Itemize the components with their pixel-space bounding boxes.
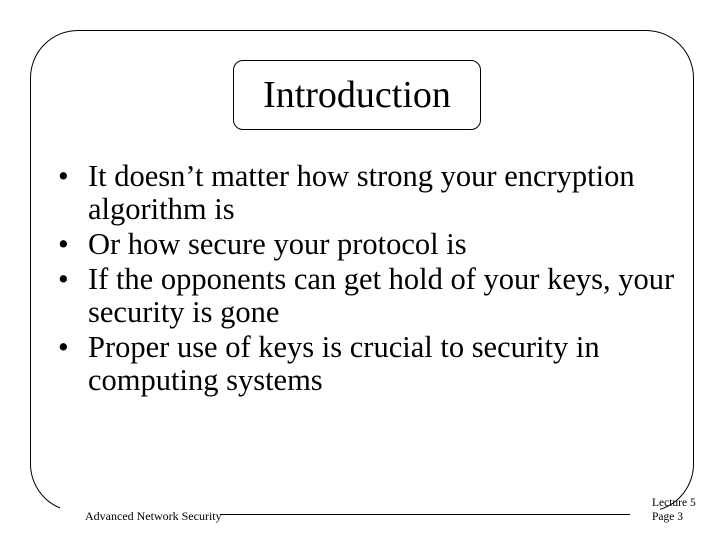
bullet-text: Or how secure your protocol is	[88, 226, 467, 261]
footer-divider	[220, 514, 630, 515]
footer-course: Advanced Network Security	[85, 509, 222, 523]
bullet-item	[52, 160, 682, 226]
footer-lecture: Lecture 5	[652, 497, 696, 509]
title-box	[233, 60, 481, 130]
footer-page: Page 3	[652, 511, 683, 524]
bullet-item	[52, 331, 682, 397]
bullet-marker: •	[58, 329, 69, 364]
footer-page-info	[652, 496, 696, 525]
bullet-marker: •	[58, 226, 69, 261]
bullet-text: It doesn’t matter how strong your encryption algorithm is	[88, 159, 635, 226]
slide-title: Introduction	[263, 74, 451, 116]
bullet-text: If the opponents can get hold of your keys, your security is gone	[88, 261, 675, 329]
bullet-item	[52, 263, 682, 329]
bullet-marker: •	[58, 261, 69, 296]
bullet-list	[52, 160, 682, 399]
bullet-item	[52, 228, 682, 261]
bullet-text: Proper use of keys is crucial to security in computing systems	[88, 329, 600, 397]
bullet-marker: •	[58, 159, 69, 193]
